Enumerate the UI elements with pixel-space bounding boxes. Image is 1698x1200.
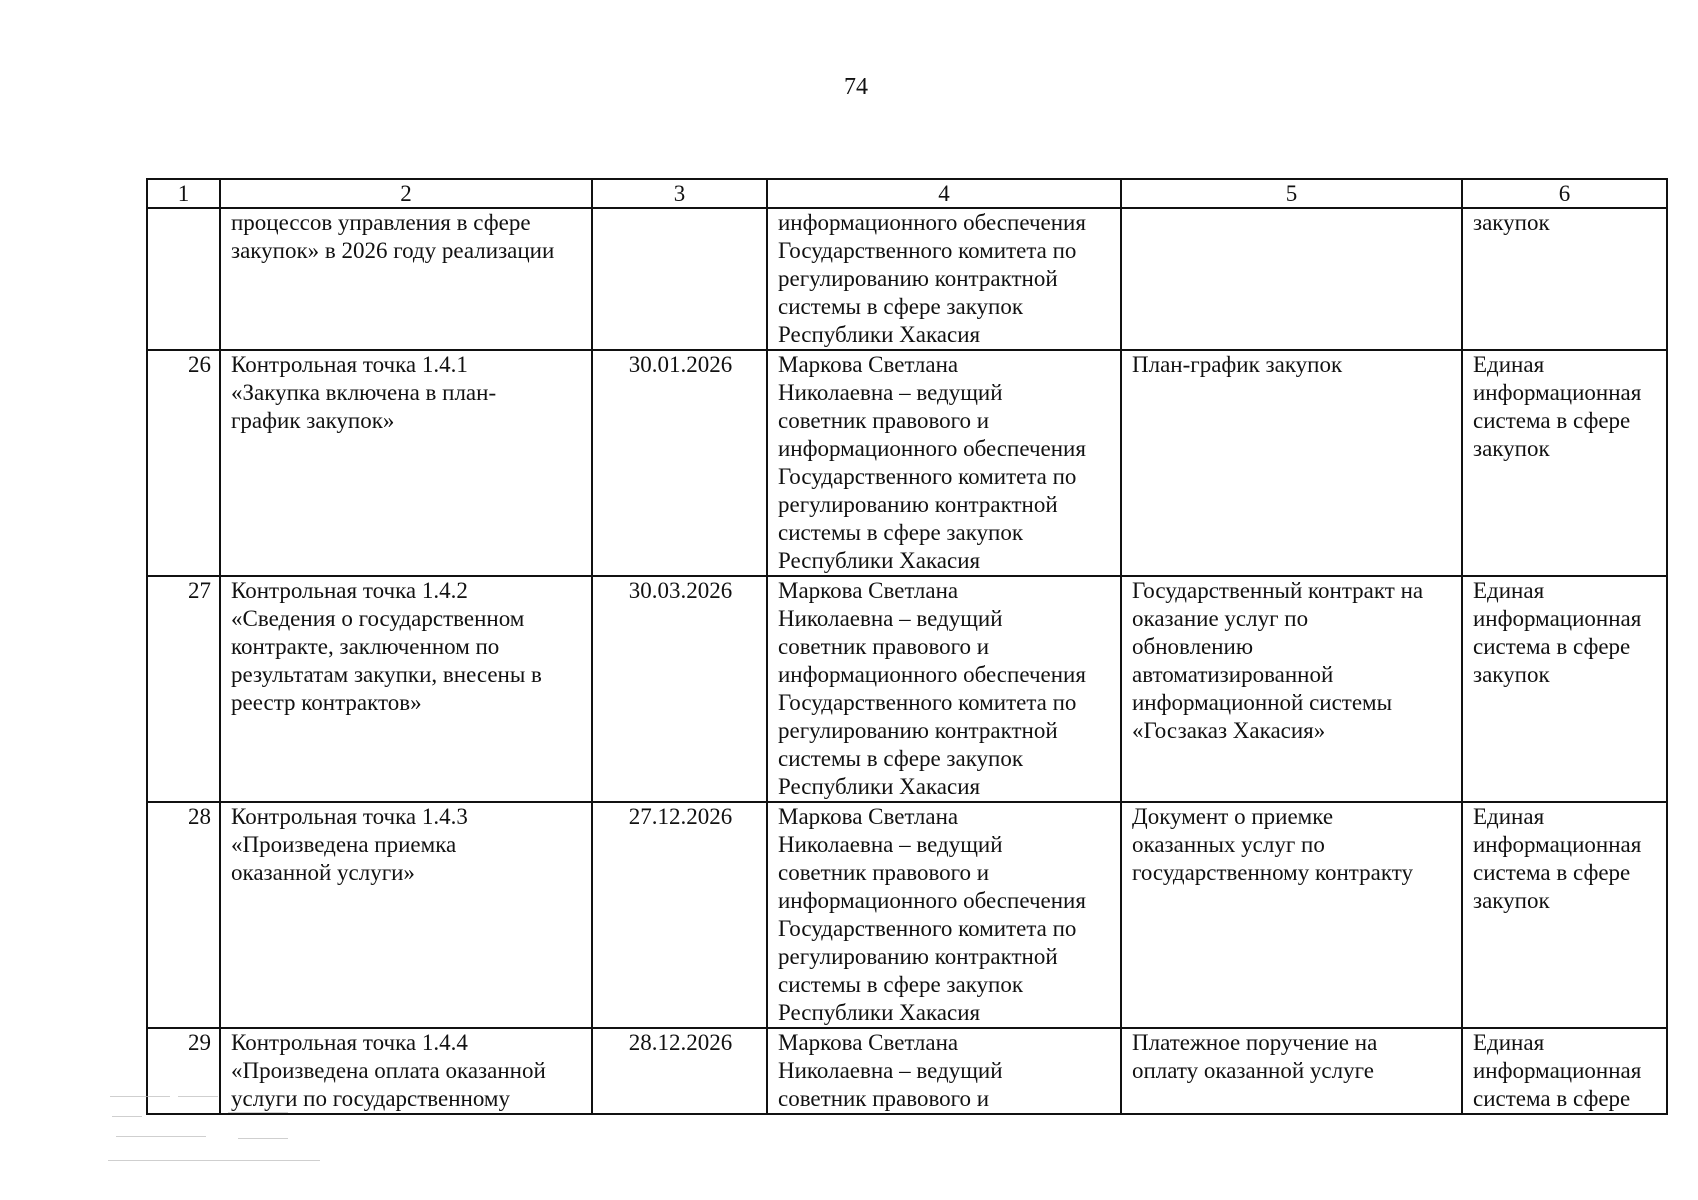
table-row [147,350,1667,576]
information-system: Единая информационная система в сфере [1462,1028,1667,1114]
responsible-person: Маркова Светлана Николаевна – ведущий советник правового и информационного обеспечения Государственного комитета по регулированию контрактной системы в сфере закупок Республики Хакасия [767,350,1121,576]
column-header-1: 1 [147,179,220,208]
row-number [147,208,220,350]
information-system: Единая информационная система в сфере закупок [1462,802,1667,1028]
responsible-person: Маркова Светлана Николаевна – ведущий советник правового и информационного обеспечения Государственного комитета по регулированию контрактной системы в сфере закупок Республики Хакасия [767,576,1121,802]
result-document: План-график закупок [1121,350,1462,576]
due-date: 28.12.2026 [592,1028,767,1114]
column-number-row [147,179,1667,208]
result-document: Платежное поручение на оплату оказанной услуге [1121,1028,1462,1114]
column-header-6: 6 [1462,179,1667,208]
responsible-person: Маркова Светлана Николаевна – ведущий советник правового и [767,1028,1121,1114]
column-header-3: 3 [592,179,767,208]
result-document [1121,208,1462,350]
responsible-person: информационного обеспечения Государственного комитета по регулированию контрактной системы в сфере закупок Республики Хакасия [767,208,1121,350]
result-document: Документ о приемке оказанных услуг по государственному контракту [1121,802,1462,1028]
row-number: 29 [147,1028,220,1114]
row-number: 26 [147,350,220,576]
responsible-person: Маркова Светлана Николаевна – ведущий советник правового и информационного обеспечения Государственного комитета по регулированию контрактной системы в сфере закупок Республики Хакасия [767,802,1121,1028]
result-document: Государственный контракт на оказание услуг по обновлению автоматизированной информационной системы «Госзаказ Хакасия» [1121,576,1462,802]
control-points-table [146,178,1668,1115]
control-point-name: Контрольная точка 1.4.4 «Произведена оплата оказанной услуги по государственному [220,1028,592,1114]
column-header-2: 2 [220,179,592,208]
column-header-5: 5 [1121,179,1462,208]
due-date: 30.03.2026 [592,576,767,802]
control-point-name: Контрольная точка 1.4.3 «Произведена приемка оказанной услуги» [220,802,592,1028]
information-system: закупок [1462,208,1667,350]
information-system: Единая информационная система в сфере закупок [1462,350,1667,576]
control-point-name: процессов управления в сфере закупок» в 2026 году реализации [220,208,592,350]
table-row [147,576,1667,802]
table-row [147,208,1667,350]
scan-artifact [108,1086,322,1164]
due-date: 30.01.2026 [592,350,767,576]
row-number: 27 [147,576,220,802]
control-point-name: Контрольная точка 1.4.2 «Сведения о государственном контракте, заключенном по результатам закупки, внесены в реестр контрактов» [220,576,592,802]
column-header-4: 4 [767,179,1121,208]
due-date: 27.12.2026 [592,802,767,1028]
information-system: Единая информационная система в сфере закупок [1462,576,1667,802]
row-number: 28 [147,802,220,1028]
control-point-name: Контрольная точка 1.4.1 «Закупка включена в план- график закупок» [220,350,592,576]
page-number: 74 [844,74,868,100]
due-date [592,208,767,350]
table-row [147,1028,1667,1114]
table-row [147,802,1667,1028]
